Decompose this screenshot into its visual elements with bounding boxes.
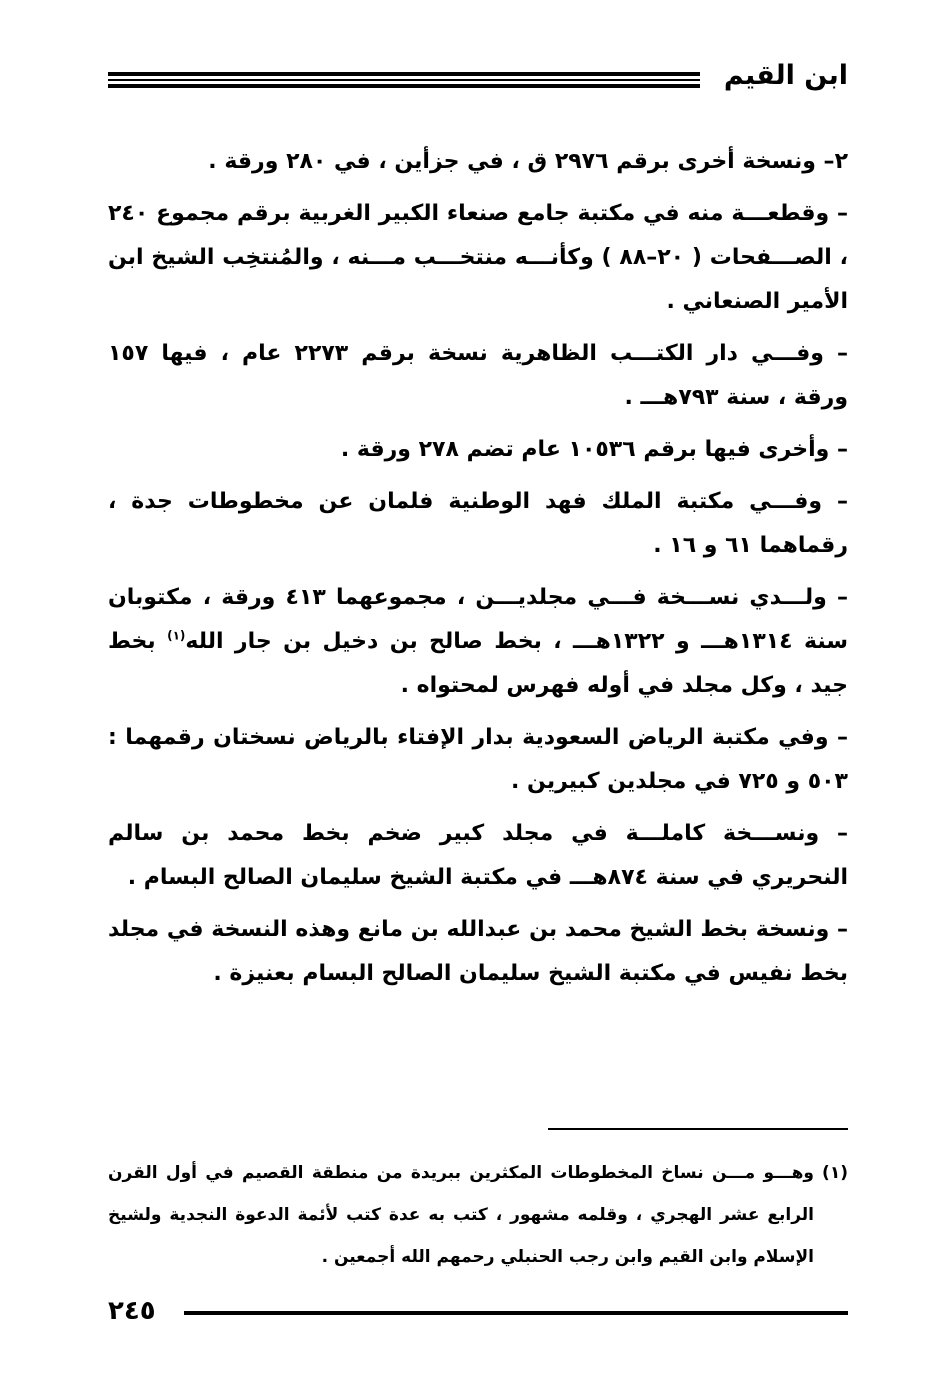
header-title: ابن القيم <box>723 60 848 91</box>
paragraph-8: – ونســـخة كاملـــة في مجلد كبير ضخم بخط محمد بن سالم النحريري في سنة ٨٧٤هـــ في مكتبة الشيخ سليمان الصالح البسام . <box>108 821 848 890</box>
paragraph-6 <box>108 576 848 708</box>
paragraph-3: – وفـــي دار الكتـــب الظاهرية نسخة برقم ٢٢٧٣ عام ، فيها ١٥٧ ورقة ، سنة ٧٩٣هـــ . <box>108 341 849 410</box>
footnote-mark: (١) <box>822 1163 848 1183</box>
main-text <box>108 140 848 1004</box>
paragraph-6-text-end: بخط جيد ، وكل مجلد في أوله فهرس لمحتواه . <box>108 629 848 698</box>
paragraph-7: – وفي مكتبة الرياض السعودية بدار الإفتاء بالرياض نسختان رقمهما : ٥٠٣ و ٧٢٥ في مجلدين كبيرين . <box>108 725 848 794</box>
footnote-reference[interactable]: (١) <box>167 628 186 643</box>
page-footer <box>108 1296 848 1330</box>
running-header <box>108 52 848 102</box>
footnote-separator <box>548 1128 848 1130</box>
footer-rule <box>184 1311 848 1315</box>
paragraph-9: – ونسخة بخط الشيخ محمد بن عبدالله بن مانع وهذه النسخة في مجلد بخط نفيس في مكتبة الشيخ سليمان الصالح البسام بعنيزة . <box>108 917 848 986</box>
paragraph-4: – وأخرى فيها برقم ١٠٥٣٦ عام تضم ٢٧٨ ورقة . <box>340 437 848 462</box>
paragraph-5: – وفـــي مكتبة الملك فهد الوطنية فلمان عن مخطوطات جدة ، رقماهما ٦١ و ١٦ . <box>108 489 848 558</box>
footnote <box>108 1152 848 1278</box>
paragraph-2: – وقطعـــة منه في مكتبة جامع صنعاء الكبير الغربية برقم مجموع ٢٤٠ ، الصـــفحات ( ٢٠–٨٨ ) وكأنـــه منتخـــب مـــنه ، والمُنتخِب الشيخ ابن الأمير الصنعاني . <box>108 201 848 314</box>
footnote-text: وهـــو مـــن نساخ المخطوطات المكثرين ببريدة من منطقة القصيم في أول القرن الرابع عشر الهجري ، وقلمه مشهور ، كتب به عدة كتب لأئمة الدعوة النجدية ولشيخ الإسلام وابن القيم وابن رجب الحنبلي رحمهم الله أجمعين . <box>108 1163 814 1267</box>
paragraph-6-text: – ولـــدي نســـخة فـــي مجلديـــن ، مجموعهما ٤١٣ ورقة ، مكتوبان سنة ١٣١٤هـــ و ١٣٢٢هـــ ، بخط صالح بن دخيل بن جار الله <box>108 585 848 654</box>
page-number: ٢٤٥ <box>108 1296 156 1326</box>
paragraph-1: ٢– ونسخة أخرى برقم ٢٩٧٦ ق ، في جزأين ، في ٢٨٠ ورقة . <box>208 149 848 174</box>
header-rule <box>108 72 700 88</box>
